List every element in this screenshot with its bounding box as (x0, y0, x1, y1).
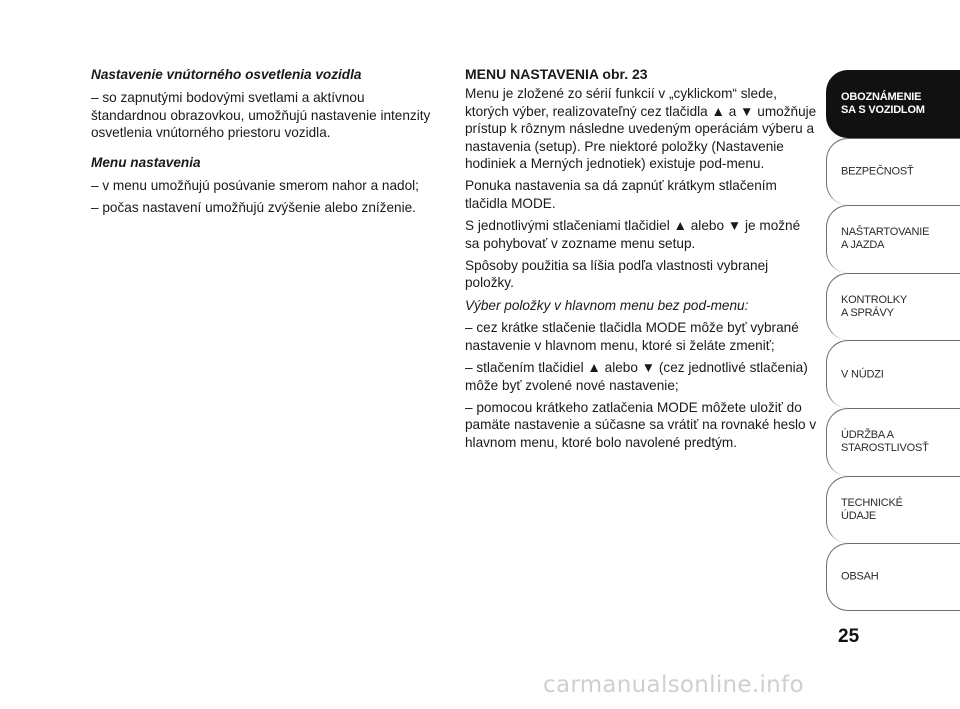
interior-lighting-heading: Nastavenie vnútorného osvetlenia vozidla (91, 67, 362, 82)
chapter-nav (826, 70, 960, 611)
tab-label: KONTROLKY A SPRÁVY (841, 294, 908, 320)
paragraph: – pomocou krátkeho zatlačenia MODE môžete uložiť do pamäte nastavenie a súčasne sa vrátiť na rovnaké heslo v hlavnom menu, ktoré bolo navolené predtým. (465, 399, 817, 450)
paragraph: – cez krátke stlačenie tlačidla MODE môže byť vybrané nastavenie v hlavnom menu, ktoré si želáte zmeniť; (465, 320, 799, 353)
paragraph: – stlačením tlačidiel ▲ alebo ▼ (cez jednotlivé stlačenia) môže byť zvolené nové nastavenie; (465, 360, 808, 393)
page-number: 25 (838, 626, 860, 647)
tab-label: BEZPEČNOSŤ (841, 165, 914, 178)
paragraph: S jednotlivými stlačeniami tlačidiel ▲ alebo ▼ je možné sa pohybovať v zozname menu setup. (465, 218, 801, 251)
section-title: MENU NASTAVENIA (465, 66, 599, 82)
tab-maintenance[interactable] (826, 408, 960, 476)
tab-label: ÚDRŽBA A STAROSTLIVOSŤ (841, 429, 929, 455)
paragraph: – so zapnutými bodovými svetlami a aktívnou štandardnou obrazovkou, umožňujú nastavenie intenzity osvetlenia vnútorného priestoru vozidla. (91, 90, 431, 141)
right-column (465, 66, 817, 456)
tab-label: NAŠTARTOVANIE A JAZDA (841, 226, 930, 252)
tab-technical-data[interactable] (826, 476, 960, 544)
figure-reference: obr. 23 (602, 66, 648, 82)
tab-warning-lights[interactable] (826, 273, 960, 341)
tab-contents[interactable] (826, 543, 960, 611)
paragraph: Menu je zložené zo sérií funkcií v „cyklickom“ slede, ktorých výber, realizovateľný cez tlačidla ▲ a ▼ umožňuje prístup k rôznym následne uvedeným operáciám výberu a nastavenia (setup). Pre niektoré položky (Nastavenie hodiniek a Merných jednotiek) existuje pod-menu. (465, 86, 817, 172)
tab-label: V NÚDZI (841, 368, 884, 381)
left-column (91, 66, 436, 222)
paragraph: – počas nastavení umožňujú zvýšenie alebo zníženie. (91, 200, 416, 216)
menu-settings-heading: Menu nastavenia (91, 154, 201, 170)
tab-label: OBOZNÁMENIE SA S VOZIDLOM (841, 91, 925, 117)
paragraph: Ponuka nastavenia sa dá zapnúť krátkym stlačením tlačidla MODE. (465, 178, 777, 211)
tab-label: OBSAH (841, 570, 879, 583)
tab-emergency[interactable] (826, 340, 960, 408)
subheading: Výber položky v hlavnom menu bez pod-menu: (465, 297, 749, 313)
tab-safety[interactable] (826, 138, 960, 206)
tab-starting-driving[interactable] (826, 205, 960, 273)
watermark: carmanualsonline.info (543, 672, 804, 698)
paragraph: Spôsoby použitia sa líšia podľa vlastnosti vybranej položky. (465, 258, 769, 291)
section-heading (465, 66, 817, 83)
paragraph: – v menu umožňujú posúvanie smerom nahor a nadol; (91, 178, 419, 194)
tab-label: TECHNICKÉ ÚDAJE (841, 496, 903, 522)
tab-getting-to-know-vehicle[interactable] (826, 70, 960, 138)
